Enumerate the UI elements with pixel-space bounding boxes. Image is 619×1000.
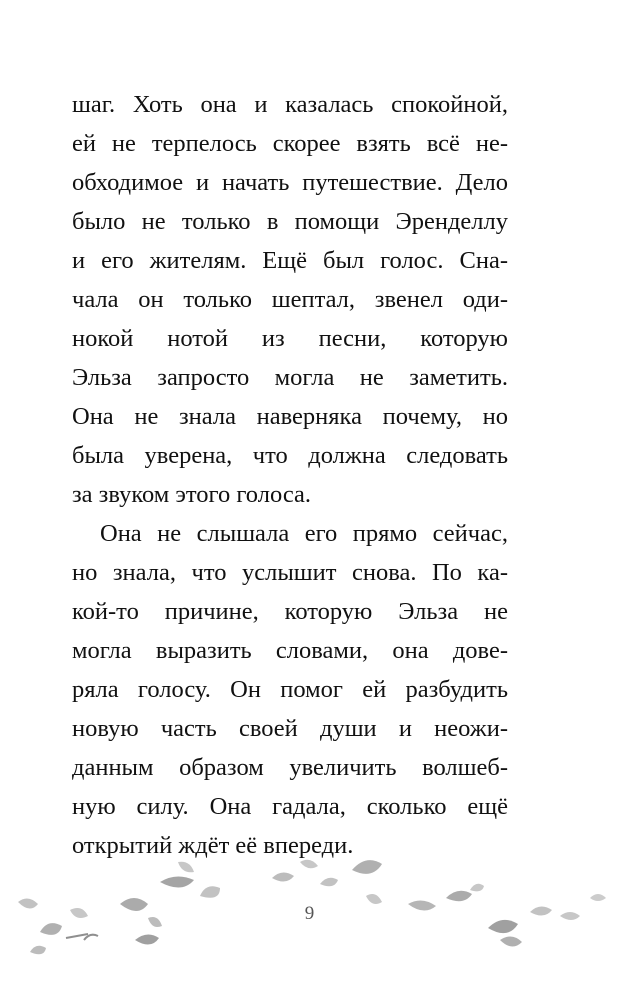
text-line: открытий ждёт её впереди. <box>72 832 354 859</box>
text-line: Эльза запросто могла не заметить. <box>72 364 508 391</box>
page-number: 9 <box>304 903 315 924</box>
text-line: за звуком этого голоса. <box>72 481 311 508</box>
text-line: Она не знала наверняка почему, но <box>72 403 508 430</box>
text-line: Она не слышала его прямо сейчас, <box>100 520 508 547</box>
text-line: кой-то причине, которую Эльза не <box>72 598 508 625</box>
text-line: ей не терпелось скорее взять всё не- <box>72 130 508 157</box>
text-line: шаг. Хоть она и казалась спокойной, <box>72 91 508 118</box>
text-line: было не только в помощи Эренделлу <box>72 208 508 235</box>
text-line: ряла голосу. Он помог ей разбудить <box>72 676 508 703</box>
text-line: и его жителям. Ещё был голос. Сна- <box>72 247 508 274</box>
text-line: была уверена, что должна следовать <box>72 442 508 469</box>
text-line: обходимое и начать путешествие. Дело <box>72 169 508 196</box>
text-line: новую часть своей души и неожи- <box>72 715 508 742</box>
text-line: могла выразить словами, она дове- <box>72 637 508 664</box>
text-line: но знала, что услышит снова. По ка- <box>72 559 508 586</box>
text-line: чала он только шептал, звенел оди- <box>72 286 508 313</box>
text-line: ную силу. Она гадала, сколько ещё <box>72 793 508 820</box>
text-line: данным образом увеличить волшеб- <box>72 754 508 781</box>
text-line: нокой нотой из песни, которую <box>72 325 508 352</box>
